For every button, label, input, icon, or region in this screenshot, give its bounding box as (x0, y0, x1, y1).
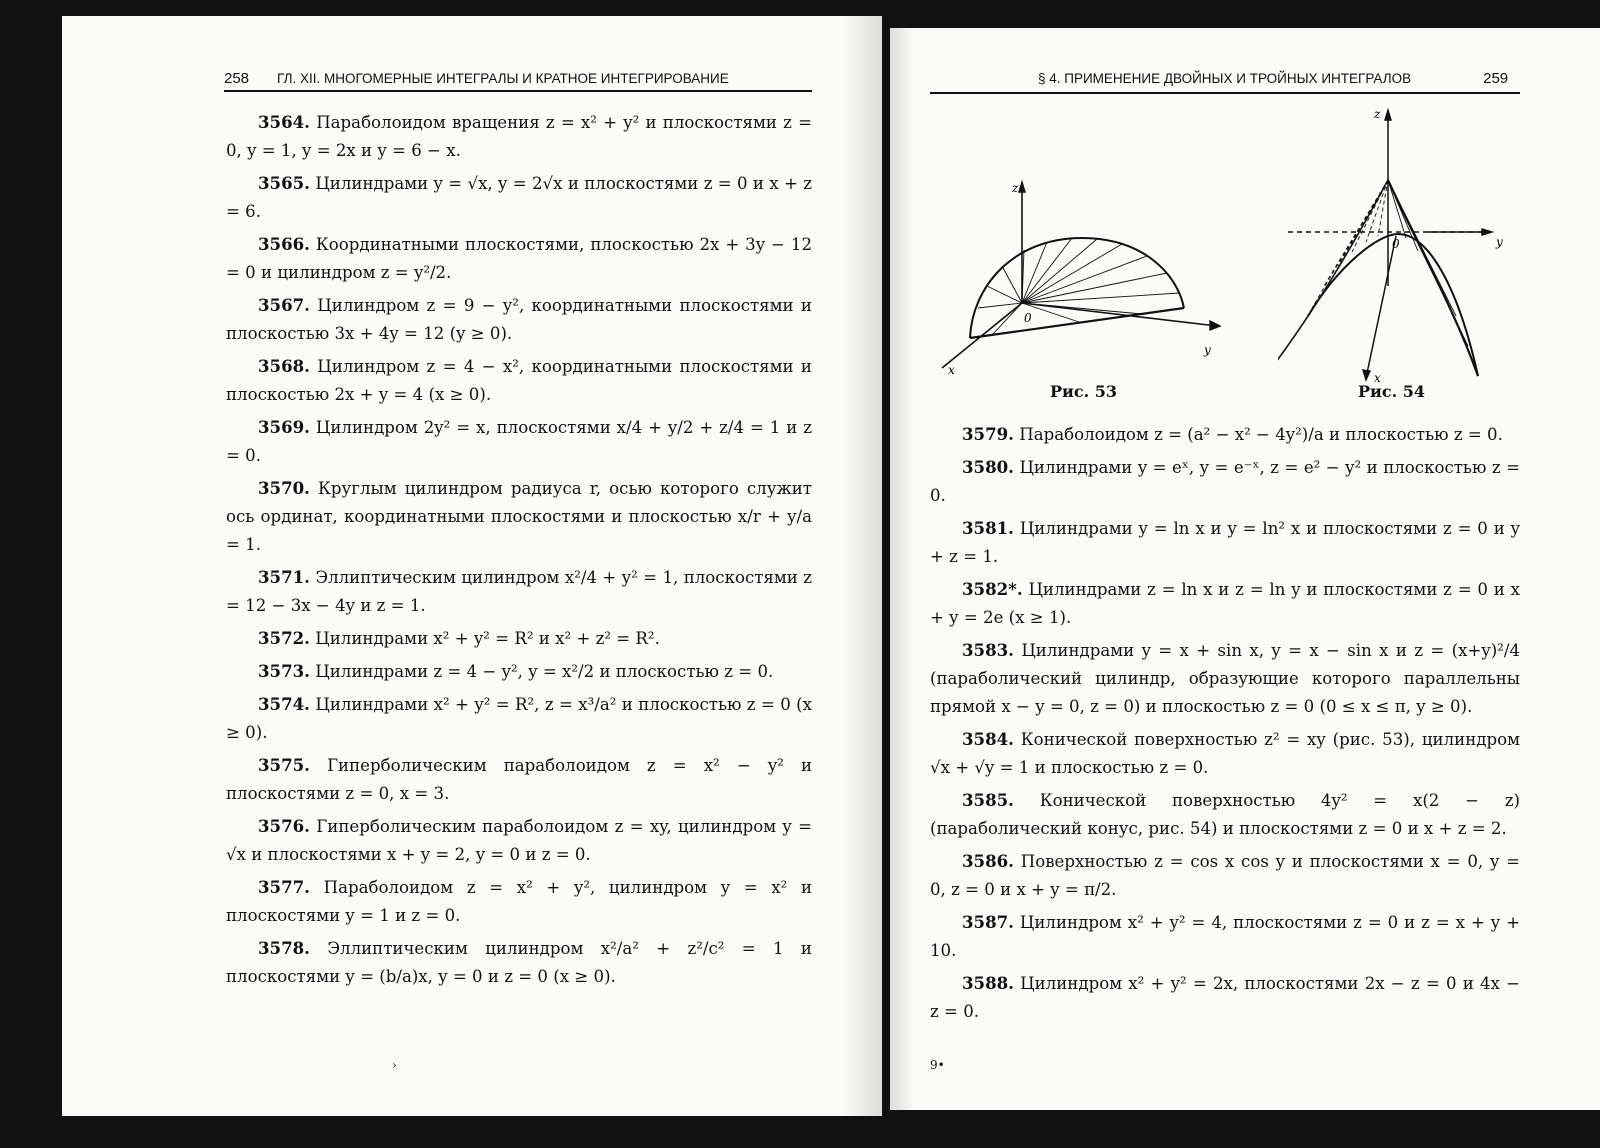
cone-right-edge (1388, 180, 1478, 376)
problem (226, 474, 812, 559)
problem-text: Цилиндрами z = ln x и z = ln y и плоскостями z = 0 и x + y = 2e (x ≥ 1). (930, 580, 1520, 627)
problem-number: 3578. (258, 938, 310, 958)
problem (930, 420, 1520, 449)
running-head-title: § 4. ПРИМЕНЕНИЕ ДВОЙНЫХ И ТРОЙНЫХ ИНТЕГРАЛОВ (1038, 71, 1412, 86)
problem-text: Поверхностью z = cos x cos y и плоскостями x = 0, y = 0, z = 0 и x + y = π/2. (930, 852, 1520, 899)
problem-text: Цилиндрами y = ln x и y = ln² x и плоскостями z = 0 и y + z = 1. (930, 519, 1520, 566)
right-problem-list (930, 420, 1520, 1030)
problem-text: Гиперболическим параболоидом z = x² − y² и плоскостями z = 0, x = 3. (226, 756, 812, 803)
x-axis (1366, 236, 1396, 378)
problem-text: Цилиндрами y = eˣ, y = e⁻ˣ, z = e² − y² и плоскостью z = 0. (930, 458, 1520, 505)
problem-number: 3572. (258, 628, 310, 648)
problem-number: 3569. (258, 417, 310, 437)
footer-mark: › (392, 1058, 397, 1072)
problem (930, 969, 1520, 1026)
problem (930, 575, 1520, 632)
figure-54-caption: Рис. 54 (1358, 382, 1426, 401)
right-running-head (1038, 70, 1508, 87)
y-axis (1022, 303, 1217, 326)
problem-number: 3567. (258, 295, 310, 315)
problem-number: 3586. (962, 851, 1014, 871)
problem-text: Эллиптическим цилиндром x²/a² + z²/c² = 1 и плоскостями y = (b/a)x, y = 0 и z = 0 (x ≥ 0). (226, 939, 812, 986)
problem-text: Цилиндрами y = √x, y = 2√x и плоскостями z = 0 и x + z = 6. (226, 174, 812, 221)
problem (226, 812, 812, 869)
gutter-shadow (890, 28, 914, 1110)
problem-text: Цилиндром x² + y² = 2x, плоскостями 2x − z = 0 и 4x − z = 0. (930, 974, 1520, 1021)
running-head-title: ГЛ. XII. МНОГОМЕРНЫЕ ИНТЕГРАЛЫ И КРАТНОЕ ИНТЕГРИРОВАНИЕ (277, 71, 729, 86)
problem (226, 352, 812, 409)
y-label: y (1496, 235, 1503, 249)
left-running-head (224, 70, 729, 87)
problem (930, 847, 1520, 904)
problem-text: Цилиндром x² + y² = 4, плоскостями z = 0 и z = x + y + 10. (930, 913, 1520, 960)
problem-number: 3585. (962, 790, 1014, 810)
cone-base-curve (1308, 234, 1478, 376)
problem-text: Конической поверхностью z² = xy (рис. 53), цилиндром √x + √y = 1 и плоскостью z = 0. (930, 730, 1520, 777)
problem (226, 291, 812, 348)
problem-text: Цилиндрами x² + y² = R², z = x³/a² и плоскостью z = 0 (x ≥ 0). (226, 695, 812, 742)
z-label: z (1374, 107, 1381, 121)
problem (930, 725, 1520, 782)
problem (226, 624, 812, 653)
problem-text: Цилиндрами z = 4 − y², y = x²/2 и плоскостью z = 0. (315, 662, 774, 681)
header-rule (224, 90, 812, 92)
problem-number: 3573. (258, 661, 310, 681)
page-number: 258 (224, 70, 250, 87)
problem-text: Конической поверхностью 4y² = x(2 − z) (параболический конус, рис. 54) и плоскостями z = 0 и x + z = 2. (930, 791, 1520, 838)
problem-number: 3582*. (962, 579, 1023, 599)
problem (930, 636, 1520, 721)
problem (226, 413, 812, 470)
figure-53-caption: Рис. 53 (1050, 382, 1118, 401)
problem (226, 563, 812, 620)
generator-lines (1388, 180, 1468, 346)
problem-text: Координатными плоскостями, плоскостью 2x + 3y − 12 = 0 и цилиндром z = y²/2. (226, 235, 812, 282)
problem-text: Цилиндром 2y² = x, плоскостями x/4 + y/2 + z/4 = 1 и z = 0. (226, 418, 812, 465)
problem-text: Параболоидом z = x² + y², цилиндром y = x² и плоскостями y = 1 и z = 0. (226, 878, 812, 925)
problem-text: Круглым цилиндром радиуса r, осью которого служит ось ординат, координатными плоскостями и плоскостью x/r + y/a = 1. (226, 479, 812, 554)
figure-54 (1278, 106, 1518, 386)
problem-number: 3574. (258, 694, 310, 714)
problem-number: 3566. (258, 234, 310, 254)
problem-number: 3587. (962, 912, 1014, 932)
problem-number: 3571. (258, 567, 310, 587)
page-number: 259 (1483, 70, 1509, 87)
problem-text: Цилиндром z = 4 − x², координатными плоскостями и плоскостью 2x + y = 4 (x ≥ 0). (226, 357, 812, 404)
problem (930, 908, 1520, 965)
problem-number: 3583. (962, 640, 1014, 660)
left-problem-list (226, 108, 812, 995)
problem-number: 3565. (258, 173, 310, 193)
right-page (890, 28, 1600, 1110)
problem (226, 230, 812, 287)
problem (226, 657, 812, 686)
problem-number: 3580. (962, 457, 1014, 477)
problem (226, 169, 812, 226)
problem-number: 3577. (258, 877, 310, 897)
problem (226, 751, 812, 808)
problem-number: 3568. (258, 356, 310, 376)
problem-number: 3584. (962, 729, 1014, 749)
origin-label: 0 (1392, 237, 1400, 251)
problem (226, 108, 812, 165)
problem-number: 3575. (258, 755, 310, 775)
problem (226, 934, 812, 991)
problem-number: 3588. (962, 973, 1014, 993)
header-rule (930, 92, 1520, 94)
y-label: y (1204, 343, 1211, 357)
problem (226, 873, 812, 930)
generator-lines (978, 238, 1180, 335)
z-label: z (1012, 181, 1019, 195)
left-page (62, 16, 882, 1116)
hidden-generators (1312, 180, 1388, 308)
x-label: x (948, 363, 955, 377)
problem (930, 453, 1520, 510)
problem-number: 3564. (258, 112, 310, 132)
problem-number: 3581. (962, 518, 1014, 538)
figure-53 (932, 178, 1232, 378)
footer-mark: 9• (930, 1058, 945, 1072)
problem-text: Параболоидом z = (a² − x² − 4y²)/a и плоскостью z = 0. (1019, 425, 1503, 444)
origin-label: 0 (1024, 311, 1032, 325)
problem-text: Гиперболическим параболоидом z = xy, цилиндром y = √x и плоскостями x + y = 2, y = 0 и z = 0. (226, 817, 812, 864)
problem-text: Цилиндром z = 9 − y², координатными плоскостями и плоскостью 3x + 4y = 12 (y ≥ 0). (226, 296, 812, 343)
problem-number: 3570. (258, 478, 310, 498)
gutter-shadow (842, 16, 882, 1116)
problem-number: 3579. (962, 424, 1014, 444)
problem-text: Эллиптическим цилиндром x²/4 + y² = 1, плоскостями z = 12 − 3x − 4y и z = 1. (226, 568, 812, 615)
problem (930, 786, 1520, 843)
problem-text: Параболоидом вращения z = x² + y² и плоскостями z = 0, y = 1, y = 2x и y = 6 − x. (226, 113, 813, 160)
problem-text: Цилиндрами x² + y² = R² и x² + z² = R². (315, 629, 660, 648)
problem (930, 514, 1520, 571)
x-label: x (1374, 371, 1381, 385)
problem (226, 690, 812, 747)
problem-number: 3576. (258, 816, 310, 836)
problem-text: Цилиндрами y = x + sin x, y = x − sin x и z = (x+y)²/4 (параболический цилиндр, образующие которого параллельны прямой x − y = 0, z = 0) и плоскостью z = 0 (0 ≤ x ≤ π, y ≥ 0). (930, 641, 1521, 716)
